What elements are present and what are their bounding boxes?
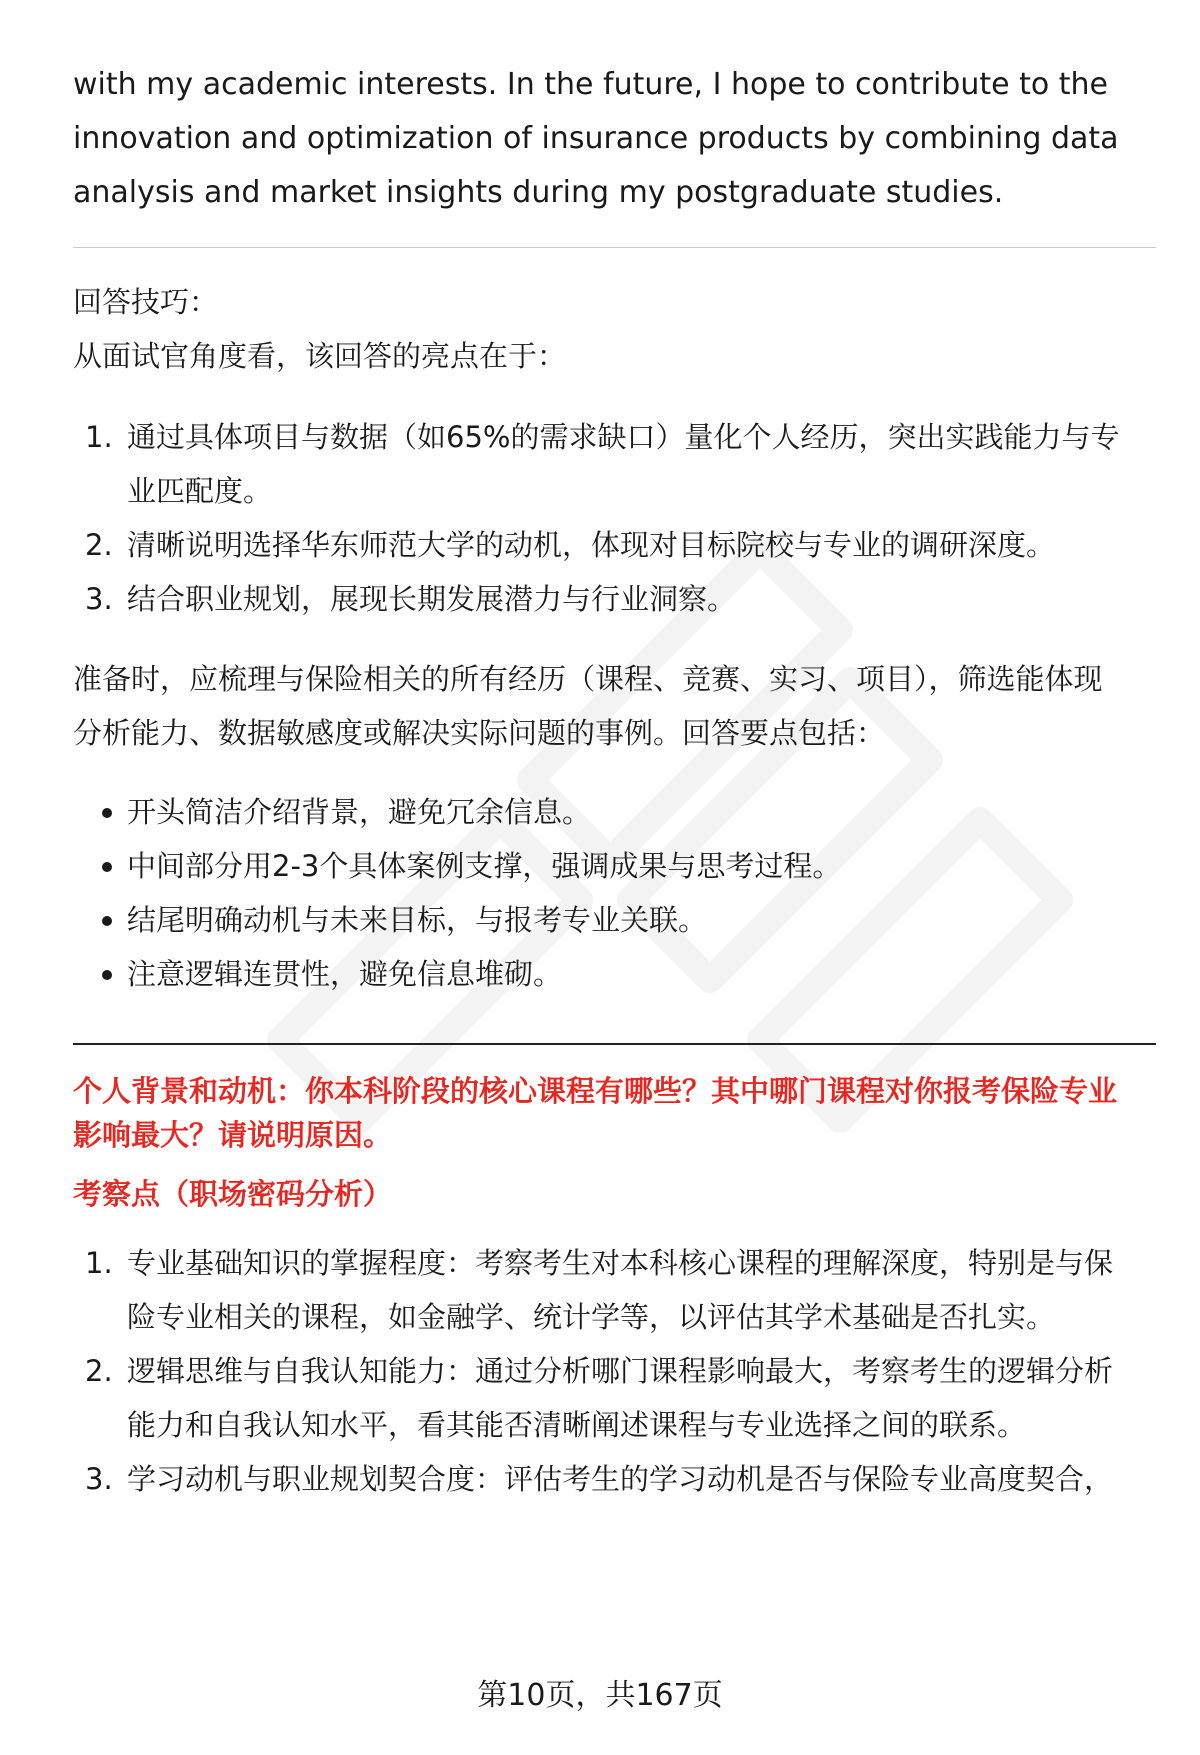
item-text: 逻辑思维与自我认知能力：通过分析哪门课程影响最大，考察考生的逻辑分析 bbox=[127, 1354, 1114, 1388]
question-divider bbox=[73, 1043, 1156, 1045]
question-subheading: 考察点（职场密码分析） bbox=[73, 1177, 393, 1211]
item-text: 中间部分用2-3个具体案例支撑，强调成果与思考过程。 bbox=[127, 849, 842, 883]
item-text: 能力和自我认知水平，看其能否清晰阐述课程与专业选择之间的联系。 bbox=[127, 1408, 1027, 1442]
item-text: 结尾明确动机与未来目标，与报考专业关联。 bbox=[127, 903, 708, 937]
bullet-dot bbox=[102, 808, 112, 818]
prep-line: 分析能力、数据敏感度或解决实际问题的事例。回答要点包括： bbox=[73, 716, 886, 750]
item-text: 业匹配度。 bbox=[127, 474, 273, 508]
item-number: 1. bbox=[85, 420, 113, 454]
page-footer: 第10页，共167页 bbox=[477, 1678, 723, 1713]
intro-line: innovation and optimization of insurance products by combining data bbox=[73, 121, 1119, 156]
item-number: 2. bbox=[85, 528, 113, 562]
item-text: 通过具体项目与数据（如65%的需求缺口）量化个人经历，突出实践能力与专 bbox=[127, 420, 1120, 454]
item-number: 3. bbox=[85, 1462, 113, 1496]
section-divider bbox=[73, 247, 1156, 248]
item-text: 险专业相关的课程，如金融学、统计学等，以评估其学术基础是否扎实。 bbox=[127, 1300, 1056, 1334]
intro-line: with my academic interests. In the future, I hope to contribute to the bbox=[73, 67, 1108, 102]
item-number: 3. bbox=[85, 582, 113, 616]
item-text: 结合职业规划，展现长期发展潜力与行业洞察。 bbox=[127, 582, 737, 616]
item-number: 2. bbox=[85, 1354, 113, 1388]
intro-line: analysis and market insights during my postgraduate studies. bbox=[73, 175, 1004, 210]
bullet-dot bbox=[102, 916, 112, 926]
bullet-dot bbox=[102, 862, 112, 872]
bullet-dot bbox=[102, 970, 112, 980]
item-text: 学习动机与职业规划契合度：评估考生的学习动机是否与保险专业高度契合， bbox=[127, 1462, 1114, 1496]
question-title-line: 影响最大？请说明原因。 bbox=[73, 1118, 393, 1152]
item-text: 专业基础知识的掌握程度：考察考生对本科核心课程的理解深度，特别是与保 bbox=[127, 1246, 1114, 1280]
tips-heading: 回答技巧： bbox=[73, 285, 219, 319]
item-text: 注意逻辑连贯性，避免信息堆砌。 bbox=[127, 957, 563, 991]
item-text: 开头简洁介绍背景，避免冗余信息。 bbox=[127, 795, 592, 829]
prep-line: 准备时，应梳理与保险相关的所有经历（课程、竞赛、实习、项目），筛选能体现 bbox=[73, 662, 1103, 696]
item-number: 1. bbox=[85, 1246, 113, 1280]
document-page bbox=[73, 0, 1156, 1755]
question-title-line: 个人背景和动机：你本科阶段的核心课程有哪些？其中哪门课程对你报考保险专业 bbox=[73, 1074, 1118, 1108]
tips-lead: 从面试官角度看，该回答的亮点在于： bbox=[73, 339, 567, 373]
item-text: 清晰说明选择华东师范大学的动机，体现对目标院校与专业的调研深度。 bbox=[127, 528, 1056, 562]
